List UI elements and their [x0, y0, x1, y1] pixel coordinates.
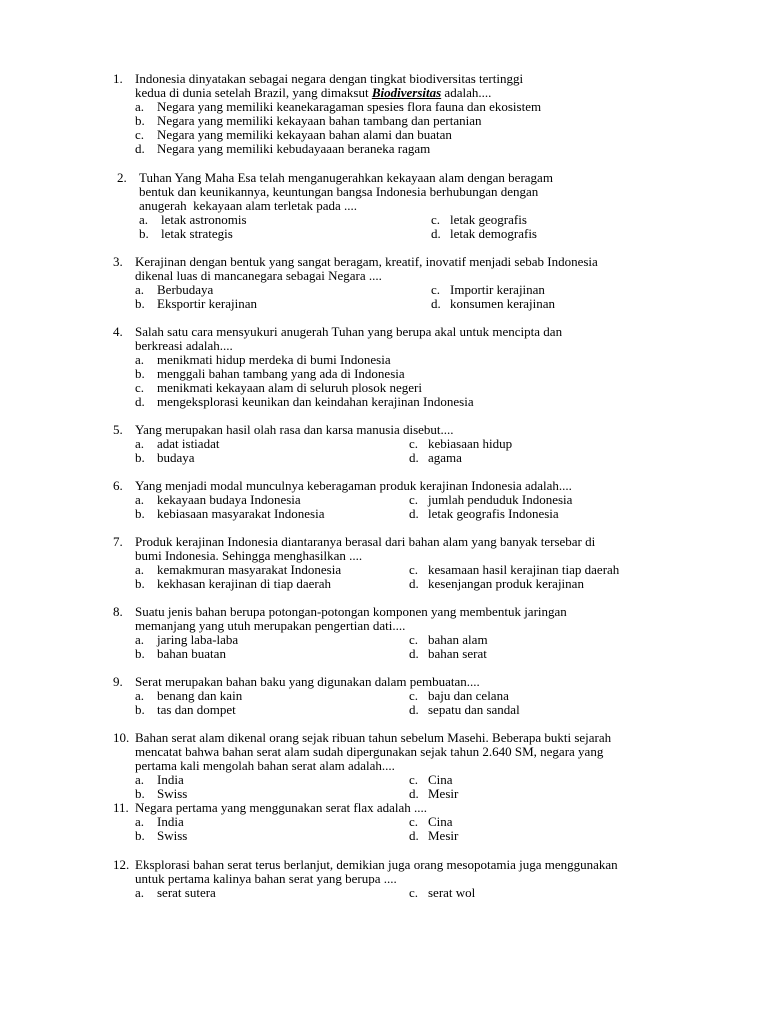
option-label: a.: [139, 212, 149, 227]
question-1-number: 1.: [113, 71, 123, 86]
option-text: serat wol: [428, 885, 476, 900]
question-7-number: 7.: [113, 534, 123, 549]
option-label: b.: [135, 296, 145, 311]
option-text: Eksportir kerajinan: [157, 296, 257, 311]
option-text: kesenjangan produk kerajinan: [428, 576, 584, 591]
question-10-number: 10.: [113, 730, 130, 745]
option-label: c.: [409, 562, 419, 577]
option-text: sepatu dan sandal: [428, 702, 520, 717]
option-label: a.: [135, 99, 145, 114]
option-text: kekhasan kerajinan di tiap daerah: [157, 576, 331, 591]
option-label: c.: [135, 127, 145, 142]
option-label: c.: [409, 436, 419, 451]
option-text: letak geografis Indonesia: [428, 506, 559, 521]
option-label: c.: [409, 688, 419, 703]
question-1-text: kedua di dunia setelah Brazil, yang dimaksut Biodiversitas adalah....: [135, 85, 492, 100]
option-label: c.: [409, 885, 419, 900]
option-label: a.: [135, 282, 145, 297]
option-text: konsumen kerajinan: [450, 296, 556, 311]
option-label: d.: [409, 828, 419, 843]
option-text: Cina: [428, 814, 453, 829]
option-text: baju dan celana: [428, 688, 509, 703]
option-text: Negara yang memiliki kekayaan bahan alami dan buatan: [157, 127, 452, 142]
option-label: a.: [135, 632, 145, 647]
question-3-number: 3.: [113, 254, 123, 269]
option-label: b.: [135, 646, 145, 661]
option-text: letak strategis: [161, 226, 233, 241]
option-label: b.: [135, 576, 145, 591]
option-label: d.: [431, 296, 441, 311]
option-label: a.: [135, 688, 145, 703]
option-label: c.: [409, 772, 419, 787]
option-label: c.: [431, 212, 441, 227]
option-text: Berbudaya: [157, 282, 214, 297]
question-11-text: Negara pertama yang menggunakan serat flax adalah ....: [135, 800, 428, 815]
option-text: Mesir: [428, 786, 459, 801]
question-10-text: Bahan serat alam dikenal orang sejak ribuan tahun sebelum Masehi. Beberapa bukti sejarah: [135, 730, 612, 745]
option-label: b.: [135, 506, 145, 521]
option-label: c.: [431, 282, 441, 297]
option-label: d.: [409, 450, 419, 465]
option-label: d.: [409, 702, 419, 717]
option-label: d.: [409, 506, 419, 521]
option-text: serat sutera: [157, 885, 216, 900]
question-9-text: Serat merupakan bahan baku yang digunakan dalam pembuatan....: [135, 674, 480, 689]
question-11-number: 11.: [113, 800, 129, 815]
option-text: bahan alam: [428, 632, 488, 647]
question-8-text: memanjang yang utuh merupakan pengertian dati....: [135, 618, 406, 633]
option-label: b.: [135, 702, 145, 717]
option-text: agama: [428, 450, 462, 465]
question-7-text: Produk kerajinan Indonesia diantaranya berasal dari bahan alam yang banyak tersebar di: [135, 534, 596, 549]
question-12-text: untuk pertama kalinya bahan serat yang berupa ....: [135, 871, 397, 886]
option-text: bahan serat: [428, 646, 487, 661]
question-4-number: 4.: [113, 324, 123, 339]
biodiversitas-term: Biodiversitas: [371, 85, 442, 100]
option-label: b.: [139, 226, 149, 241]
option-text: Negara yang memiliki keanekaragaman spesies flora fauna dan ekosistem: [157, 99, 542, 114]
option-label: b.: [135, 786, 145, 801]
option-label: a.: [135, 814, 145, 829]
question-1-text: Indonesia dinyatakan sebagai negara dengan tingkat biodiversitas tertinggi: [135, 71, 524, 86]
option-label: d.: [409, 576, 419, 591]
option-label: b.: [135, 113, 145, 128]
option-label: d.: [409, 646, 419, 661]
option-text: Negara yang memiliki kebudayaaan beraneka ragam: [157, 141, 431, 156]
option-label: a.: [135, 772, 145, 787]
question-10-text: pertama kali mengolah bahan serat alam adalah....: [135, 758, 395, 773]
option-text: menggali bahan tambang yang ada di Indonesia: [157, 366, 405, 381]
question-4-text: berkreasi adalah....: [135, 338, 233, 353]
option-label: c.: [409, 492, 419, 507]
option-text: Swiss: [157, 786, 188, 801]
option-text: kemakmuran masyarakat Indonesia: [157, 562, 342, 577]
option-text: kesamaan hasil kerajinan tiap daerah: [428, 562, 620, 577]
option-text: kebiasaan hidup: [428, 436, 513, 451]
option-text: menikmati hidup merdeka di bumi Indonesia: [157, 352, 391, 367]
question-5-number: 5.: [113, 422, 123, 437]
question-3-text: Kerajinan dengan bentuk yang sangat beragam, kreatif, inovatif menjadi sebab Indonesia: [135, 254, 598, 269]
question-6-number: 6.: [113, 478, 123, 493]
option-text: India: [157, 814, 184, 829]
option-label: a.: [135, 885, 145, 900]
option-text: budaya: [157, 450, 195, 465]
option-text: India: [157, 772, 184, 787]
option-label: a.: [135, 436, 145, 451]
option-label: a.: [135, 492, 145, 507]
option-text: Cina: [428, 772, 453, 787]
option-text: letak astronomis: [161, 212, 247, 227]
question-7-text: bumi Indonesia. Sehingga menghasilkan ....: [135, 548, 363, 563]
question-4-text: Salah satu cara mensyukuri anugerah Tuhan yang berupa akal untuk mencipta dan: [135, 324, 563, 339]
question-2-text: anugerah kekayaan alam terletak pada ....: [139, 198, 357, 213]
option-label: b.: [135, 366, 145, 381]
option-label: c.: [409, 814, 419, 829]
option-text: kekayaan budaya Indonesia: [157, 492, 301, 507]
option-label: d.: [135, 141, 145, 156]
question-9-number: 9.: [113, 674, 123, 689]
option-text: Mesir: [428, 828, 459, 843]
option-text: benang dan kain: [157, 688, 243, 703]
option-text: Importir kerajinan: [450, 282, 545, 297]
option-text: menikmati kekayaan alam di seluruh plosok negeri: [157, 380, 422, 395]
option-label: a.: [135, 352, 145, 367]
question-2-text: bentuk dan keunikannya, keuntungan bangsa Indonesia berhubungan dengan: [139, 184, 539, 199]
option-text: Swiss: [157, 828, 188, 843]
option-text: jumlah penduduk Indonesia: [428, 492, 573, 507]
option-label: d.: [431, 226, 441, 241]
question-2-number: 2.: [117, 170, 127, 185]
option-label: a.: [135, 562, 145, 577]
question-2-text: Tuhan Yang Maha Esa telah menganugerahkan kekayaan alam dengan beragam: [139, 170, 553, 185]
question-6-text: Yang menjadi modal munculnya keberagaman produk kerajinan Indonesia adalah....: [135, 478, 572, 493]
option-text: kebiasaan masyarakat Indonesia: [157, 506, 325, 521]
question-8-number: 8.: [113, 604, 123, 619]
question-8-text: Suatu jenis bahan berupa potongan-potongan komponen yang membentuk jaringan: [135, 604, 567, 619]
option-label: b.: [135, 828, 145, 843]
option-text: mengeksplorasi keunikan dan keindahan kerajinan Indonesia: [157, 394, 474, 409]
question-12-number: 12.: [113, 857, 130, 872]
option-text: bahan buatan: [157, 646, 226, 661]
question-10-text: mencatat bahwa bahan serat alam sudah dipergunakan sejak tahun 2.640 SM, negara yang: [135, 744, 604, 759]
option-label: d.: [409, 786, 419, 801]
option-text: tas dan dompet: [157, 702, 236, 717]
question-12-text: Eksplorasi bahan serat terus berlanjut, demikian juga orang mesopotamia juga menggunakan: [135, 857, 618, 872]
option-text: letak demografis: [450, 226, 537, 241]
question-5-text: Yang merupakan hasil olah rasa dan karsa manusia disebut....: [135, 422, 454, 437]
option-text: jaring laba-laba: [157, 632, 239, 647]
option-text: adat istiadat: [157, 436, 220, 451]
question-3-text: dikenal luas di mancanegara sebagai Negara ....: [135, 268, 382, 283]
option-label: c.: [409, 632, 419, 647]
option-label: d.: [135, 394, 145, 409]
option-label: c.: [135, 380, 145, 395]
option-label: b.: [135, 450, 145, 465]
option-text: letak geografis: [450, 212, 527, 227]
option-text: Negara yang memiliki kekayaan bahan tambang dan pertanian: [157, 113, 482, 128]
